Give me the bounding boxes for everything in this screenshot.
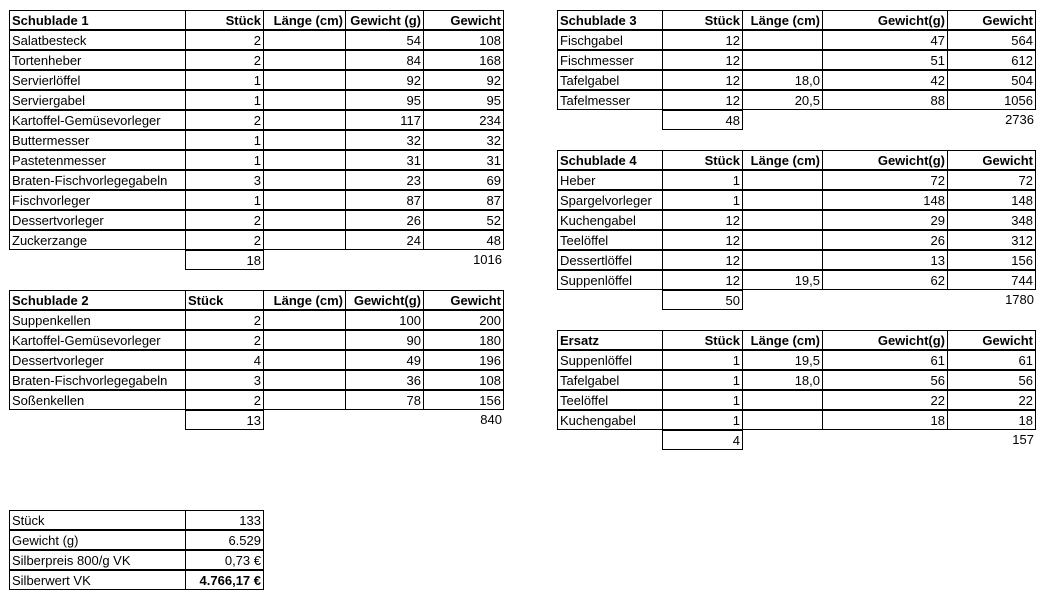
item-gewicht[interactable]: 180 xyxy=(423,330,504,350)
item-name[interactable]: Suppenlöffel xyxy=(557,270,663,290)
item-name[interactable]: Kartoffel-Gemüsevorleger xyxy=(9,110,186,130)
item-gewicht[interactable]: 61 xyxy=(947,350,1036,370)
total-stueck[interactable]: 13 xyxy=(185,410,264,430)
item-gewicht-g[interactable]: 62 xyxy=(822,270,948,290)
item-laenge[interactable] xyxy=(263,230,346,250)
item-name[interactable]: Suppenkellen xyxy=(9,310,186,330)
item-name[interactable]: Fischgabel xyxy=(557,30,663,50)
item-stueck[interactable]: 2 xyxy=(185,210,264,230)
column-header-laenge[interactable]: Länge (cm) xyxy=(742,150,823,170)
summary-value[interactable]: 133 xyxy=(185,510,264,530)
total-gewicht[interactable]: 1780 xyxy=(1005,292,1034,307)
item-gewicht[interactable]: 22 xyxy=(947,390,1036,410)
item-gewicht-g[interactable]: 56 xyxy=(822,370,948,390)
column-header-gewicht[interactable]: Gewicht xyxy=(423,290,504,310)
item-stueck[interactable]: 12 xyxy=(662,50,743,70)
item-stueck[interactable]: 1 xyxy=(662,390,743,410)
item-stueck[interactable]: 1 xyxy=(185,190,264,210)
total-stueck[interactable]: 18 xyxy=(185,250,264,270)
summary-value[interactable]: 6.529 xyxy=(185,530,264,550)
item-gewicht[interactable]: 18 xyxy=(947,410,1036,430)
summary-label[interactable]: Gewicht (g) xyxy=(9,530,186,550)
item-name[interactable]: Tafelgabel xyxy=(557,370,663,390)
item-name[interactable]: Heber xyxy=(557,170,663,190)
item-name[interactable]: Tortenheber xyxy=(9,50,186,70)
item-laenge[interactable] xyxy=(263,390,346,410)
table-title[interactable]: Schublade 2 xyxy=(9,290,186,310)
item-laenge[interactable] xyxy=(742,190,823,210)
item-laenge[interactable] xyxy=(263,50,346,70)
total-stueck[interactable]: 4 xyxy=(662,430,743,450)
column-header-stueck[interactable]: Stück xyxy=(662,10,743,30)
item-gewicht[interactable]: 95 xyxy=(423,90,504,110)
item-gewicht-g[interactable]: 31 xyxy=(345,150,424,170)
item-gewicht[interactable]: 69 xyxy=(423,170,504,190)
item-stueck[interactable]: 12 xyxy=(662,90,743,110)
column-header-stueck[interactable]: Stück xyxy=(185,10,264,30)
item-gewicht[interactable]: 48 xyxy=(423,230,504,250)
item-gewicht[interactable]: 744 xyxy=(947,270,1036,290)
summary-value[interactable]: 4.766,17 € xyxy=(185,570,264,590)
item-stueck[interactable]: 1 xyxy=(185,90,264,110)
item-laenge[interactable] xyxy=(263,310,346,330)
item-laenge[interactable] xyxy=(263,30,346,50)
column-header-gewicht-g[interactable]: Gewicht (g) xyxy=(345,10,424,30)
table-title[interactable]: Schublade 3 xyxy=(557,10,663,30)
item-name[interactable]: Salatbesteck xyxy=(9,30,186,50)
item-stueck[interactable]: 1 xyxy=(185,70,264,90)
item-gewicht-g[interactable]: 84 xyxy=(345,50,424,70)
item-stueck[interactable]: 2 xyxy=(185,230,264,250)
item-gewicht[interactable]: 612 xyxy=(947,50,1036,70)
item-laenge[interactable] xyxy=(742,410,823,430)
item-name[interactable]: Tafelmesser xyxy=(557,90,663,110)
item-stueck[interactable]: 1 xyxy=(662,190,743,210)
item-name[interactable]: Dessertlöffel xyxy=(557,250,663,270)
item-name[interactable]: Servierlöffel xyxy=(9,70,186,90)
item-gewicht[interactable]: 108 xyxy=(423,370,504,390)
item-name[interactable]: Teelöffel xyxy=(557,390,663,410)
item-laenge[interactable] xyxy=(263,110,346,130)
table-title[interactable]: Schublade 1 xyxy=(9,10,186,30)
item-name[interactable]: Teelöffel xyxy=(557,230,663,250)
item-gewicht-g[interactable]: 87 xyxy=(345,190,424,210)
total-gewicht[interactable]: 840 xyxy=(480,412,502,427)
item-laenge[interactable] xyxy=(263,350,346,370)
item-gewicht-g[interactable]: 90 xyxy=(345,330,424,350)
item-name[interactable]: Pastetenmesser xyxy=(9,150,186,170)
item-gewicht[interactable]: 87 xyxy=(423,190,504,210)
item-laenge[interactable] xyxy=(742,50,823,70)
item-laenge[interactable] xyxy=(263,190,346,210)
item-gewicht-g[interactable]: 72 xyxy=(822,170,948,190)
item-gewicht-g[interactable]: 100 xyxy=(345,310,424,330)
item-name[interactable]: Dessertvorleger xyxy=(9,210,186,230)
total-gewicht[interactable]: 2736 xyxy=(1005,112,1034,127)
item-gewicht[interactable]: 504 xyxy=(947,70,1036,90)
item-gewicht-g[interactable]: 13 xyxy=(822,250,948,270)
item-stueck[interactable]: 1 xyxy=(662,350,743,370)
summary-label[interactable]: Silberpreis 800/g VK xyxy=(9,550,186,570)
item-gewicht[interactable]: 32 xyxy=(423,130,504,150)
item-laenge[interactable] xyxy=(263,90,346,110)
item-gewicht[interactable]: 148 xyxy=(947,190,1036,210)
item-gewicht-g[interactable]: 51 xyxy=(822,50,948,70)
item-laenge[interactable] xyxy=(263,210,346,230)
item-laenge[interactable] xyxy=(263,130,346,150)
table-title[interactable]: Ersatz xyxy=(557,330,663,350)
item-gewicht-g[interactable]: 36 xyxy=(345,370,424,390)
item-gewicht-g[interactable]: 61 xyxy=(822,350,948,370)
summary-value[interactable]: 0,73 € xyxy=(185,550,264,570)
column-header-stueck[interactable]: Stück xyxy=(662,150,743,170)
item-laenge[interactable]: 19,5 xyxy=(742,270,823,290)
total-gewicht[interactable]: 157 xyxy=(1012,432,1034,447)
column-header-stueck[interactable]: Stück xyxy=(662,330,743,350)
item-stueck[interactable]: 1 xyxy=(185,130,264,150)
item-gewicht[interactable]: 234 xyxy=(423,110,504,130)
summary-label[interactable]: Stück xyxy=(9,510,186,530)
item-name[interactable]: Kuchengabel xyxy=(557,210,663,230)
column-header-laenge[interactable]: Länge (cm) xyxy=(742,10,823,30)
item-stueck[interactable]: 2 xyxy=(185,30,264,50)
item-gewicht-g[interactable]: 54 xyxy=(345,30,424,50)
item-laenge[interactable] xyxy=(742,30,823,50)
item-name[interactable]: Zuckerzange xyxy=(9,230,186,250)
item-laenge[interactable]: 18,0 xyxy=(742,370,823,390)
total-gewicht[interactable]: 1016 xyxy=(473,252,502,267)
item-stueck[interactable]: 12 xyxy=(662,30,743,50)
item-stueck[interactable]: 2 xyxy=(185,330,264,350)
column-header-gewicht[interactable]: Gewicht xyxy=(947,10,1036,30)
item-gewicht[interactable]: 168 xyxy=(423,50,504,70)
item-gewicht[interactable]: 156 xyxy=(947,250,1036,270)
item-laenge[interactable] xyxy=(263,170,346,190)
item-name[interactable]: Braten-Fischvorlegegabeln xyxy=(9,170,186,190)
table-title[interactable]: Schublade 4 xyxy=(557,150,663,170)
item-stueck[interactable]: 4 xyxy=(185,350,264,370)
item-gewicht-g[interactable]: 92 xyxy=(345,70,424,90)
item-laenge[interactable] xyxy=(263,150,346,170)
item-gewicht[interactable]: 564 xyxy=(947,30,1036,50)
item-gewicht[interactable]: 92 xyxy=(423,70,504,90)
item-name[interactable]: Soßenkellen xyxy=(9,390,186,410)
item-gewicht[interactable]: 312 xyxy=(947,230,1036,250)
item-gewicht[interactable]: 52 xyxy=(423,210,504,230)
item-gewicht-g[interactable]: 95 xyxy=(345,90,424,110)
item-gewicht-g[interactable]: 29 xyxy=(822,210,948,230)
item-laenge[interactable] xyxy=(263,370,346,390)
item-stueck[interactable]: 3 xyxy=(185,370,264,390)
item-stueck[interactable]: 2 xyxy=(185,110,264,130)
item-name[interactable]: Braten-Fischvorlegegabeln xyxy=(9,370,186,390)
item-gewicht-g[interactable]: 88 xyxy=(822,90,948,110)
item-stueck[interactable]: 12 xyxy=(662,210,743,230)
column-header-gewicht-g[interactable]: Gewicht(g) xyxy=(822,10,948,30)
item-gewicht-g[interactable]: 22 xyxy=(822,390,948,410)
item-gewicht-g[interactable]: 42 xyxy=(822,70,948,90)
item-stueck[interactable]: 3 xyxy=(185,170,264,190)
column-header-laenge[interactable]: Länge (cm) xyxy=(742,330,823,350)
item-stueck[interactable]: 1 xyxy=(185,150,264,170)
item-name[interactable]: Buttermesser xyxy=(9,130,186,150)
column-header-gewicht[interactable]: Gewicht xyxy=(947,330,1036,350)
item-name[interactable]: Dessertvorleger xyxy=(9,350,186,370)
item-gewicht[interactable]: 31 xyxy=(423,150,504,170)
column-header-laenge[interactable]: Länge (cm) xyxy=(263,290,346,310)
item-laenge[interactable] xyxy=(742,390,823,410)
item-gewicht-g[interactable]: 47 xyxy=(822,30,948,50)
column-header-laenge[interactable]: Länge (cm) xyxy=(263,10,346,30)
column-header-gewicht[interactable]: Gewicht xyxy=(947,150,1036,170)
item-laenge[interactable] xyxy=(263,330,346,350)
item-laenge[interactable] xyxy=(263,70,346,90)
item-laenge[interactable] xyxy=(742,170,823,190)
item-name[interactable]: Tafelgabel xyxy=(557,70,663,90)
column-header-gewicht-g[interactable]: Gewicht(g) xyxy=(345,290,424,310)
total-stueck[interactable]: 50 xyxy=(662,290,743,310)
item-gewicht[interactable]: 72 xyxy=(947,170,1036,190)
item-gewicht-g[interactable]: 23 xyxy=(345,170,424,190)
item-name[interactable]: Kartoffel-Gemüsevorleger xyxy=(9,330,186,350)
summary-label[interactable]: Silberwert VK xyxy=(9,570,186,590)
item-stueck[interactable]: 1 xyxy=(662,410,743,430)
item-gewicht[interactable]: 156 xyxy=(423,390,504,410)
item-stueck[interactable]: 1 xyxy=(662,170,743,190)
item-name[interactable]: Suppenlöffel xyxy=(557,350,663,370)
item-gewicht-g[interactable]: 26 xyxy=(345,210,424,230)
item-name[interactable]: Fischvorleger xyxy=(9,190,186,210)
item-stueck[interactable]: 2 xyxy=(185,390,264,410)
item-stueck[interactable]: 1 xyxy=(662,370,743,390)
item-stueck[interactable]: 12 xyxy=(662,230,743,250)
column-header-gewicht[interactable]: Gewicht xyxy=(423,10,504,30)
item-gewicht[interactable]: 348 xyxy=(947,210,1036,230)
item-gewicht-g[interactable]: 49 xyxy=(345,350,424,370)
item-gewicht[interactable]: 200 xyxy=(423,310,504,330)
item-stueck[interactable]: 2 xyxy=(185,50,264,70)
total-stueck[interactable]: 48 xyxy=(662,110,743,130)
item-name[interactable]: Fischmesser xyxy=(557,50,663,70)
item-stueck[interactable]: 12 xyxy=(662,270,743,290)
item-laenge[interactable] xyxy=(742,230,823,250)
item-gewicht[interactable]: 108 xyxy=(423,30,504,50)
item-laenge[interactable]: 20,5 xyxy=(742,90,823,110)
item-gewicht-g[interactable]: 117 xyxy=(345,110,424,130)
item-stueck[interactable]: 12 xyxy=(662,70,743,90)
item-gewicht-g[interactable]: 18 xyxy=(822,410,948,430)
item-name[interactable]: Kuchengabel xyxy=(557,410,663,430)
column-header-gewicht-g[interactable]: Gewicht(g) xyxy=(822,150,948,170)
item-laenge[interactable] xyxy=(742,250,823,270)
item-laenge[interactable] xyxy=(742,210,823,230)
column-header-stueck[interactable]: Stück xyxy=(185,290,264,310)
item-laenge[interactable]: 18,0 xyxy=(742,70,823,90)
item-gewicht-g[interactable]: 26 xyxy=(822,230,948,250)
item-name[interactable]: Serviergabel xyxy=(9,90,186,110)
column-header-gewicht-g[interactable]: Gewicht(g) xyxy=(822,330,948,350)
item-gewicht-g[interactable]: 32 xyxy=(345,130,424,150)
item-laenge[interactable]: 19,5 xyxy=(742,350,823,370)
item-gewicht[interactable]: 56 xyxy=(947,370,1036,390)
item-name[interactable]: Spargelvorleger xyxy=(557,190,663,210)
item-gewicht[interactable]: 196 xyxy=(423,350,504,370)
item-stueck[interactable]: 2 xyxy=(185,310,264,330)
item-gewicht[interactable]: 1056 xyxy=(947,90,1036,110)
item-gewicht-g[interactable]: 78 xyxy=(345,390,424,410)
item-gewicht-g[interactable]: 148 xyxy=(822,190,948,210)
item-stueck[interactable]: 12 xyxy=(662,250,743,270)
item-gewicht-g[interactable]: 24 xyxy=(345,230,424,250)
